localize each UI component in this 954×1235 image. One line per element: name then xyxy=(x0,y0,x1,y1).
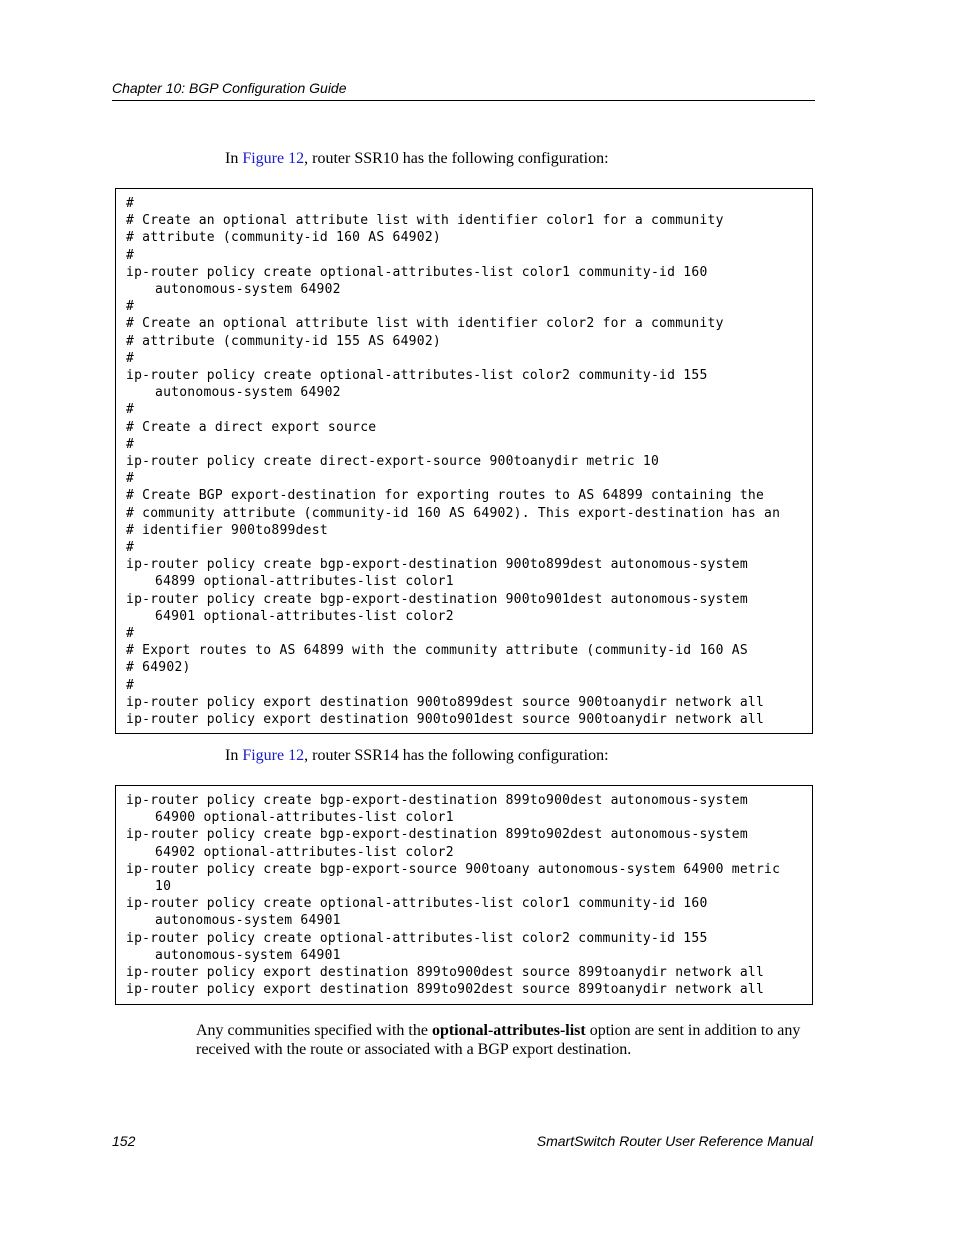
code-line: # xyxy=(126,626,135,642)
code-line: ip-router policy export destination 899to902dest source 899toanydir network all xyxy=(126,982,765,998)
code-line: autonomous-system 64901 xyxy=(155,947,341,963)
code-line: 10 xyxy=(155,879,172,895)
page-number: 152 xyxy=(112,1133,136,1149)
code-line: ip-router policy create optional-attributes-list color2 community-id 155 xyxy=(126,368,708,384)
code-line: # xyxy=(126,471,135,487)
code-line: ip-router policy create direct-export-source 900toanydir metric 10 xyxy=(126,454,660,470)
code-line: # Create an optional attribute list with identifier color1 for a community xyxy=(126,213,724,229)
code-line: autonomous-system 64901 xyxy=(155,913,341,929)
figure-link[interactable]: Figure 12 xyxy=(242,150,305,167)
code-line: # Create a direct export source xyxy=(126,419,377,435)
code-line: # community attribute (community-id 160 AS 64902). This export-destination has an xyxy=(126,505,781,521)
code-line: ip-router policy create optional-attributes-list color1 community-id 160 xyxy=(126,264,708,280)
code-line: ip-router policy export destination 899to900dest source 899toanydir network all xyxy=(126,965,765,981)
figure-link[interactable]: Figure 12 xyxy=(242,747,305,764)
code-line: 64900 optional-attributes-list color1 xyxy=(155,810,454,826)
code-line: # attribute (community-id 155 AS 64902) xyxy=(126,333,441,349)
code-line: 64901 optional-attributes-list color2 xyxy=(155,608,454,624)
code-line: 64902 optional-attributes-list color2 xyxy=(155,844,454,860)
code-block-ssr10 xyxy=(115,188,813,734)
code-line: # xyxy=(126,247,135,263)
code-line: # xyxy=(126,350,135,366)
intro-ssr14 xyxy=(225,746,815,766)
running-header: Chapter 10: BGP Configuration Guide xyxy=(112,80,347,96)
code-line: ip-router policy export destination 900to899dest source 900toanydir network all xyxy=(126,694,765,710)
code-line: # Export routes to AS 64899 with the community attribute (community-id 160 AS xyxy=(126,643,748,659)
code-line: # xyxy=(126,436,135,452)
code-line: autonomous-system 64902 xyxy=(155,282,341,298)
code-line: ip-router policy create optional-attributes-list color2 community-id 155 xyxy=(126,930,708,946)
manual-title: SmartSwitch Router User Reference Manual xyxy=(536,1133,813,1149)
option-keyword: optional-attributes-list xyxy=(431,1022,586,1039)
code-line: # xyxy=(126,299,135,315)
code-line: ip-router policy create bgp-export-destination 899to900dest autonomous-system xyxy=(126,793,748,808)
code-line: # xyxy=(126,196,135,211)
intro-prefix: In xyxy=(225,747,243,764)
code-line: # xyxy=(126,402,135,418)
code-line: ip-router policy create optional-attributes-list color1 community-id 160 xyxy=(126,896,708,912)
code-line: ip-router policy create bgp-export-source 900toany autonomous-system 64900 metric xyxy=(126,861,781,877)
code-line: # 64902) xyxy=(126,660,191,676)
code-line: ip-router policy create bgp-export-destination 900to901dest autonomous-system xyxy=(126,591,748,607)
code-line: ip-router policy export destination 900to901dest source 900toanydir network all xyxy=(126,712,765,728)
code-line: # identifier 900to899dest xyxy=(126,522,328,538)
code-line: # xyxy=(126,677,135,693)
code-line: # attribute (community-id 160 AS 64902) xyxy=(126,230,441,246)
intro-suffix: , router SSR14 has the following configuration: xyxy=(304,747,609,764)
paragraph-text: option are sent in addition to any received with the route or associated with a BGP export destination. xyxy=(196,1022,801,1058)
intro-prefix: In xyxy=(225,150,243,167)
code-line: # Create BGP export-destination for exporting routes to AS 64899 containing the xyxy=(126,488,765,504)
paragraph-text: Any communities specified with the xyxy=(196,1022,432,1039)
intro-ssr10 xyxy=(225,149,815,169)
intro-suffix: , router SSR10 has the following configuration: xyxy=(304,150,609,167)
body-paragraph xyxy=(196,1021,816,1059)
header-rule xyxy=(112,100,815,101)
code-line: # xyxy=(126,540,135,556)
code-line: # Create an optional attribute list with identifier color2 for a community xyxy=(126,316,724,332)
code-block-ssr14 xyxy=(115,785,813,1005)
code-line: autonomous-system 64902 xyxy=(155,385,341,401)
code-line: ip-router policy create bgp-export-destination 899to902dest autonomous-system xyxy=(126,827,748,843)
code-line: 64899 optional-attributes-list color1 xyxy=(155,574,454,590)
code-line: ip-router policy create bgp-export-destination 900to899dest autonomous-system xyxy=(126,557,748,573)
